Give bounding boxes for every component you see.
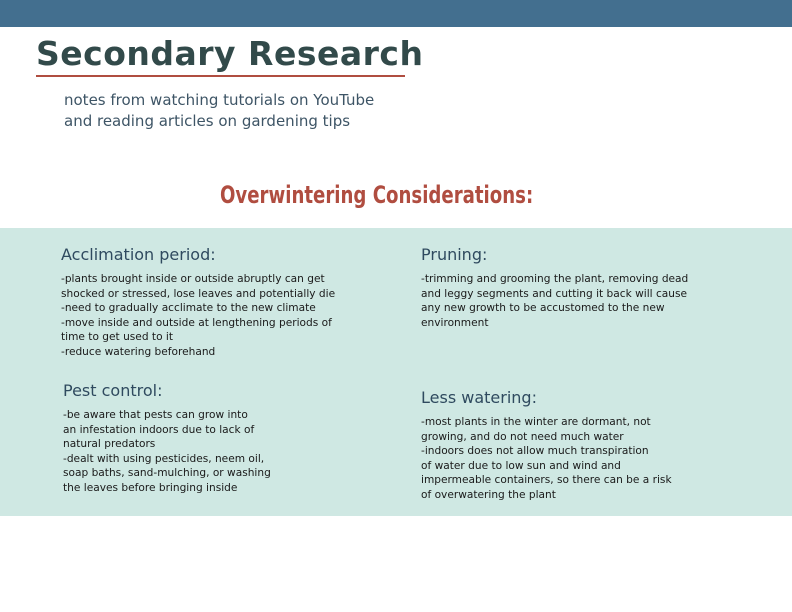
pruning-notes: -trimming and grooming the plant, removing dead and leggy segments and cutting it back will cause any new growth to be accustomed to the new environment [421,273,689,329]
acclimation-notes: -plants brought inside or outside abruptly can get shocked or stressed, lose leaves and potentially die -need to gradually acclimate to the new climate -move inside and outside at lengthening periods of time to get used to it -reduce watering beforehand [61,273,336,358]
less-watering-block [421,388,721,502]
acclimation-block [61,245,361,359]
title-underline [36,75,405,77]
top-banner [0,0,792,27]
pest-control-title: Pest control: [63,381,163,400]
page-subtitle: notes from watching tutorials on YouTube and reading articles on gardening tips [64,91,375,130]
pest-control-notes: -be aware that pests can grow into an infestation indoors due to lack of natural predators -dealt with using pesticides, neem oil, soap baths, sand-mulching, or washing the leaves before bringing inside [63,409,271,494]
pruning-title: Pruning: [421,245,488,264]
acclimation-title: Acclimation period: [61,245,216,264]
pest-control-block [63,381,323,495]
less-watering-notes: -most plants in the winter are dormant, not growing, and do not need much water -indoors does not allow much transpiration of water due to low sun and wind and impermeable containers, so there can be a risk of overwatering the plant [421,416,672,501]
pruning-block [421,245,721,330]
section-heading: Overwintering Considerations: [220,181,534,209]
less-watering-title: Less watering: [421,388,537,407]
page-title: Secondary Research [36,34,424,73]
